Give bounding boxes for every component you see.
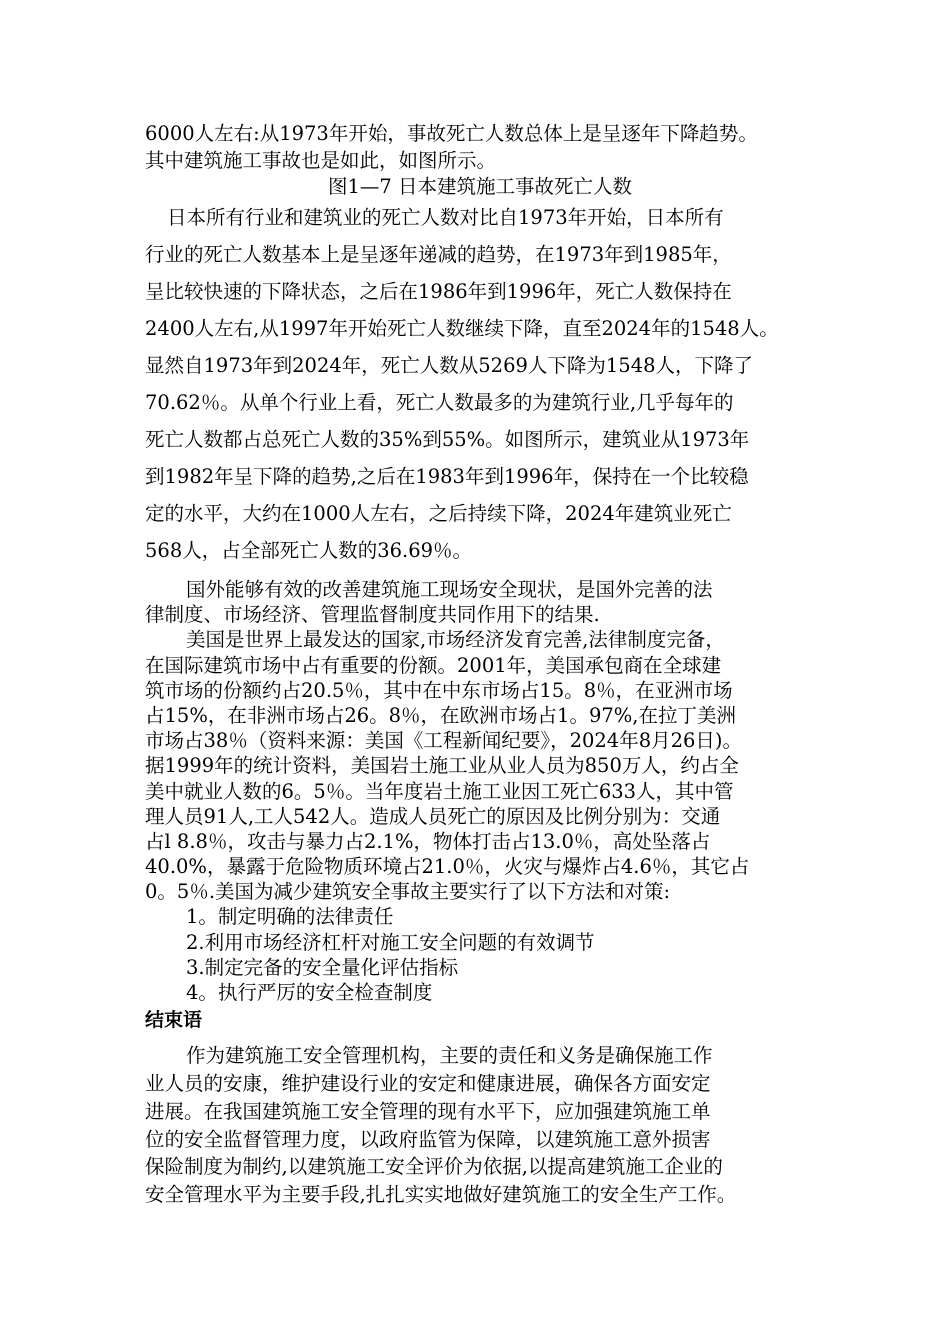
text-line: 据1999年的统计资料，美国岩土施工业从业人员为850万人，约占全 bbox=[145, 754, 739, 778]
intro-paragraph bbox=[145, 120, 815, 174]
text-line: 国外能够有效的改善建筑施工现场安全现状，是国外完善的法 bbox=[186, 578, 713, 601]
text-line: 呈比较快速的下降状态，之后在1986年到1996年，死亡人数保持在 bbox=[145, 280, 732, 303]
text-line: 日本所有行业和建筑业的死亡人数对比自1973年开始，日本所有 bbox=[167, 206, 724, 229]
text-line: 显然自1973年到2024年，死亡人数从5269人下降为1548人，下降了 bbox=[145, 354, 754, 377]
text-line: 568人，占全部死亡人数的36.69％。 bbox=[145, 539, 473, 562]
list-item: 4。执行严厉的安全检查制度 bbox=[186, 981, 433, 1004]
text-line: 安全管理水平为主要手段,扎扎实实地做好建筑施工的安全生产工作。 bbox=[145, 1183, 737, 1207]
list-item: 1。制定明确的法律责任 bbox=[186, 905, 394, 929]
japan-statistics-paragraph bbox=[145, 199, 815, 569]
text-line: 6000人左右:从1973年开始，事故死亡人数总体上是呈逐年下降趋势。 bbox=[145, 122, 758, 145]
text-line: 作为建筑施工安全管理机构，主要的责任和义务是确保施工作 bbox=[186, 1044, 713, 1068]
section-heading: 结束语 bbox=[145, 1009, 203, 1032]
list-item: 2.利用市场经济杠杆对施工安全问题的有效调节 bbox=[186, 930, 595, 954]
text-line: 筑市场的份额约占20.5％，其中在中东市场占15。8％，在亚洲市场 bbox=[145, 678, 733, 702]
text-line: 美中就业人数的6。5％。当年度岩土施工业因工死亡633人，其中管 bbox=[145, 779, 734, 803]
document-page bbox=[145, 120, 815, 1209]
usa-paragraph bbox=[145, 577, 815, 1005]
text-line: 到1982年呈下降的趋势,之后在1983年到1996年，保持在一个比较稳 bbox=[145, 465, 749, 488]
text-line: 业人员的安康，维护建设行业的安定和健康进展，确保各方面安定 bbox=[145, 1071, 711, 1095]
text-line: 其中建筑施工事故也是如此，如图所示。 bbox=[145, 149, 497, 172]
text-line: 保险制度为制约,以建筑施工安全评价为依据,以提高建筑施工企业的 bbox=[145, 1155, 723, 1179]
text-line: 行业的死亡人数基本上是呈逐年递减的趋势，在1973年到1985年， bbox=[145, 243, 732, 266]
text-line: 40.0%，暴露于危险物质环境占21.0％，火灾与爆炸占4.6％，其它占 bbox=[145, 855, 750, 879]
text-line: 定的水平，大约在1000人左右，之后持续下降，2024年建筑业死亡 bbox=[145, 502, 732, 525]
text-line: 0。5％.美国为减少建筑安全事故主要实行了以下方法和对策: bbox=[145, 880, 671, 904]
text-line: 理人员91人,工人542人。造成人员死亡的原因及比例分别为：交通 bbox=[145, 804, 721, 828]
text-line: 位的安全监督管理力度，以政府监管为保障，以建筑施工意外损害 bbox=[145, 1127, 711, 1151]
text-line: 占15%，在非洲市场占26。8％，在欧洲市场占1。97%,在拉丁美洲 bbox=[145, 703, 737, 727]
list-item: 3.制定完备的安全量化评估指标 bbox=[186, 955, 459, 979]
text-line: 美国是世界上最发达的国家,市场经济发育完善,法律制度完备， bbox=[186, 628, 725, 652]
figure-caption: 图1—7 日本建筑施工事故死亡人数 bbox=[327, 175, 632, 198]
text-line: 市场占38％（资料来源：美国《工程新闻纪要》，2024年8月26日)。 bbox=[145, 729, 743, 753]
text-line: 2400人左右,从1997年开始死亡人数继续下降，直至2024年的1548人。 bbox=[145, 317, 779, 340]
text-line: 在国际建筑市场中占有重要的份额。2001年，美国承包商在全球建 bbox=[145, 653, 722, 677]
text-line: 进展。在我国建筑施工安全管理的现有水平下，应加强建筑施工单 bbox=[145, 1099, 711, 1123]
text-line: 占l 8.8％，攻击与暴力占2.1%，物体打击占13.0％，高处坠落占 bbox=[145, 829, 711, 853]
conclusion-paragraph bbox=[145, 1042, 815, 1209]
text-line: 70.62％。从单个行业上看，死亡人数最多的为建筑行业,几乎每年的 bbox=[145, 391, 734, 414]
text-line: 死亡人数都占总死亡人数的35%到55%。如图所示，建筑业从1973年 bbox=[145, 428, 750, 451]
text-line: 律制度、市场经济、管理监督制度共同作用下的结果. bbox=[145, 603, 600, 627]
